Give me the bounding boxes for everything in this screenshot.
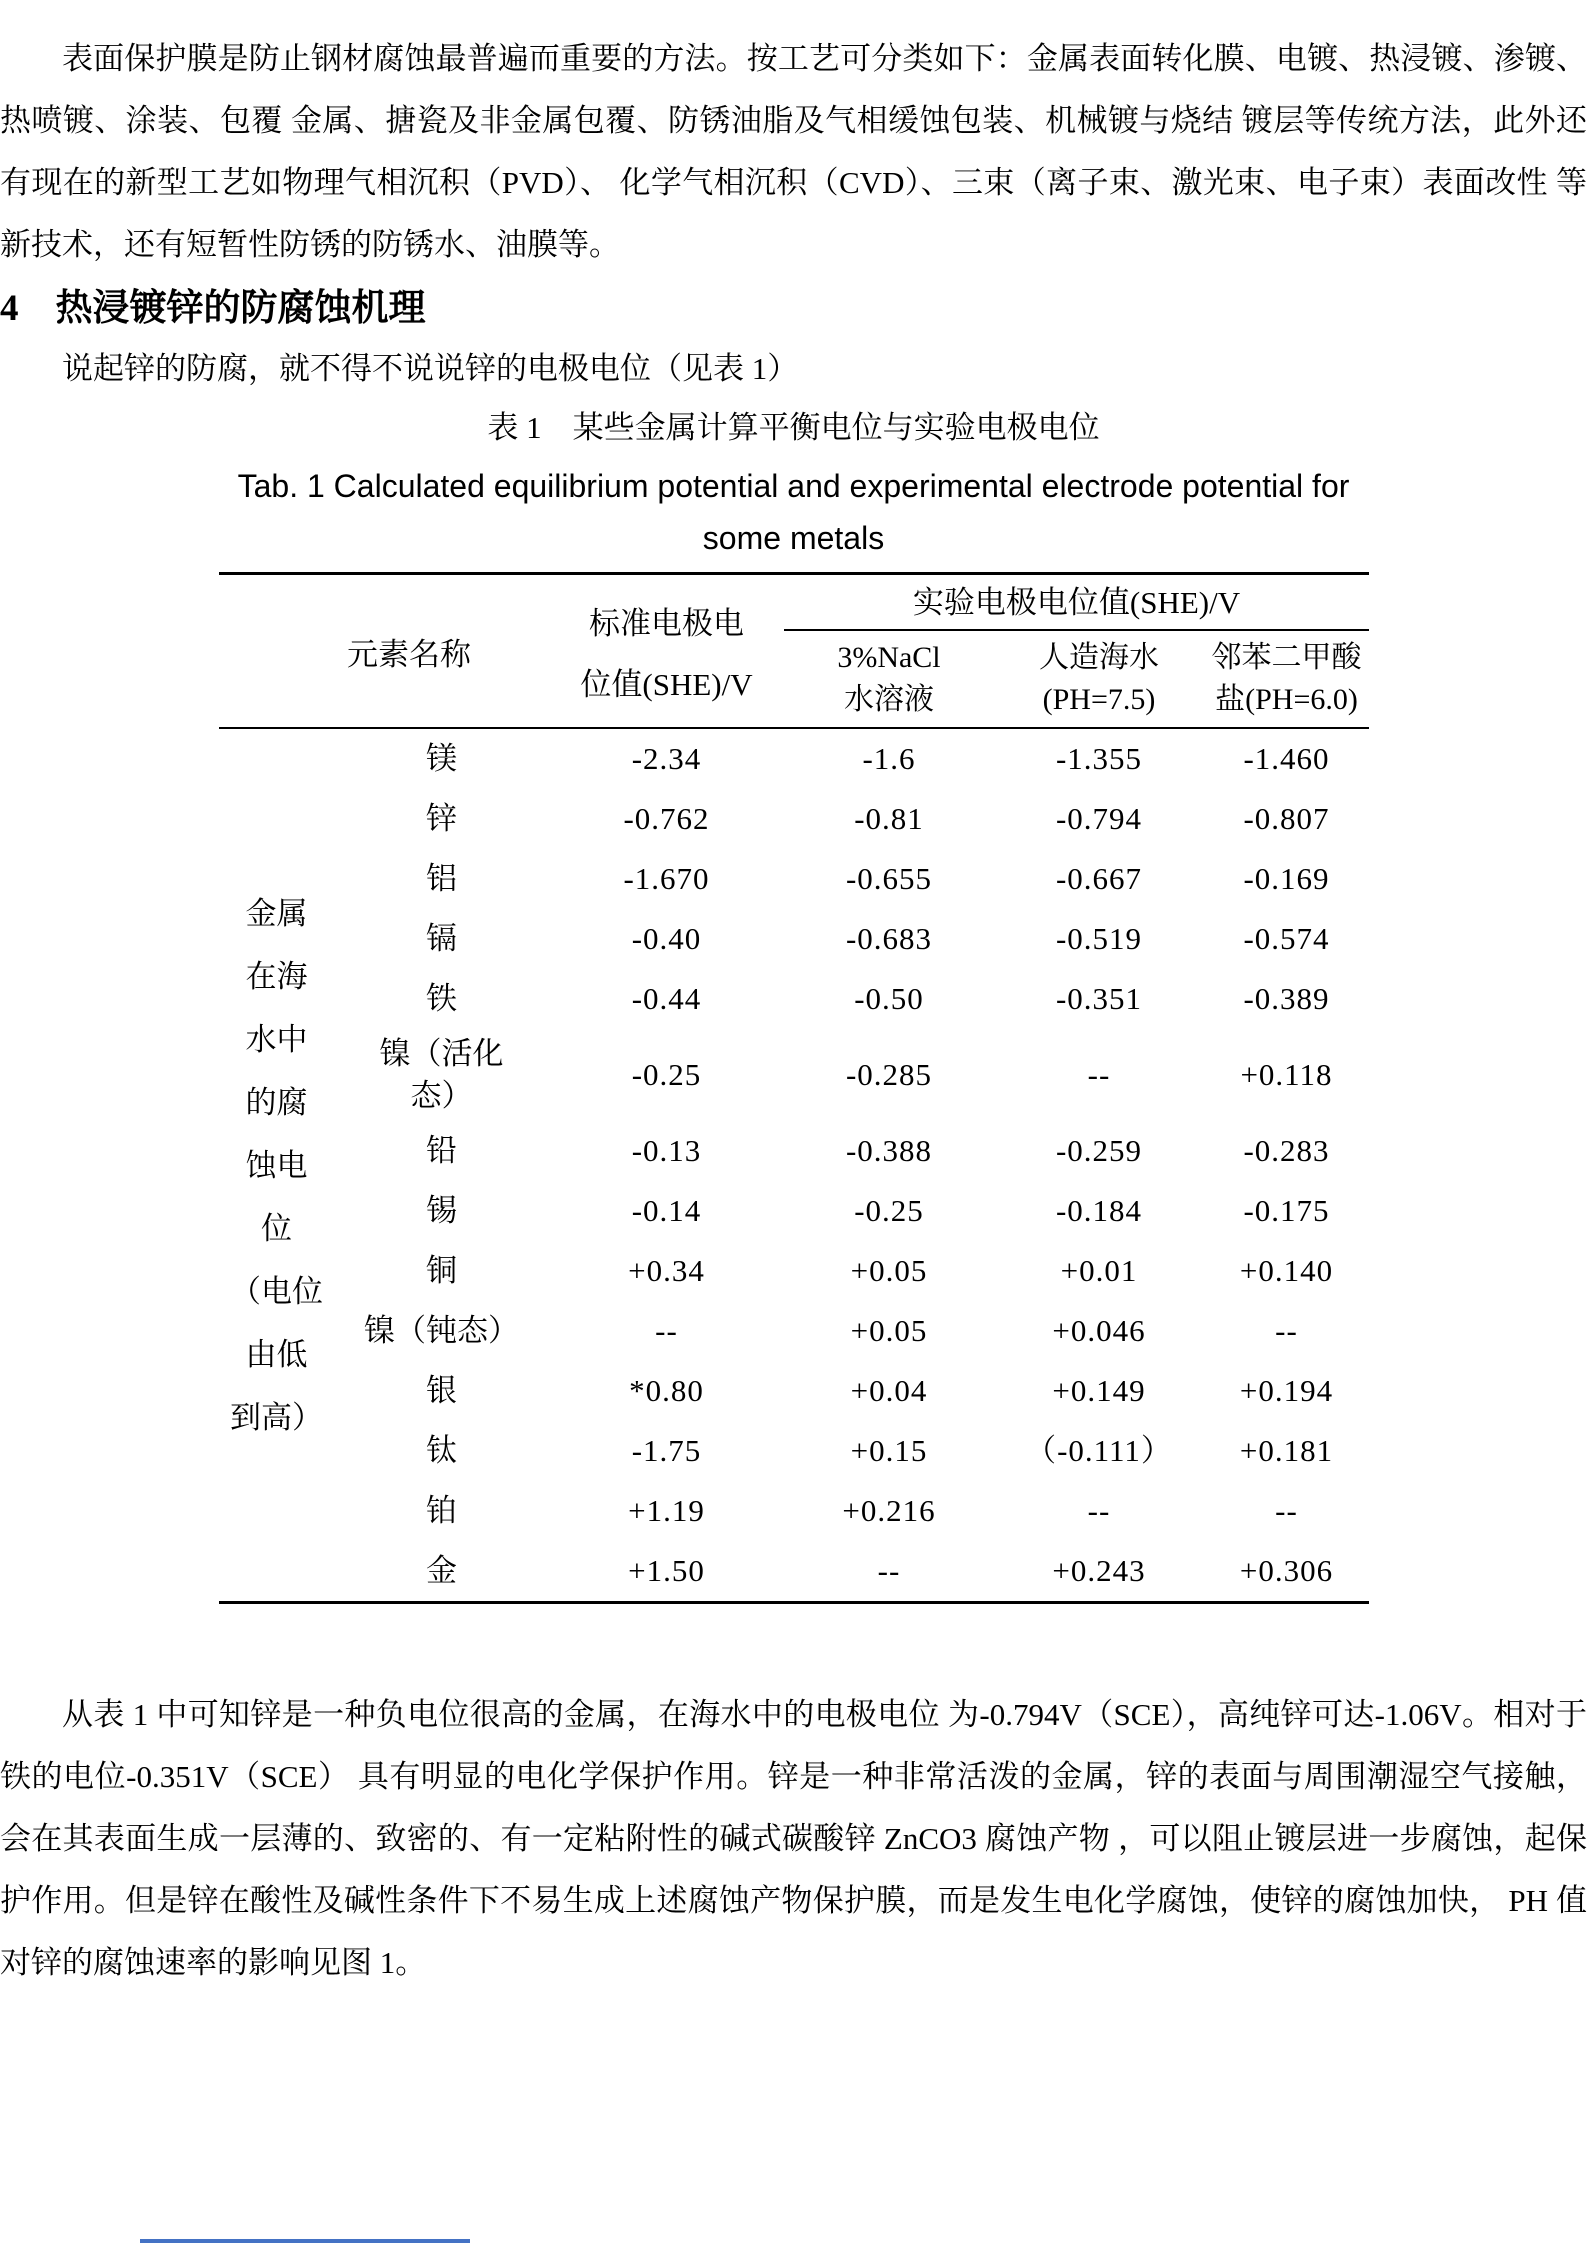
header-seawater-line2: (PH=7.5) xyxy=(1042,683,1156,716)
value-cell-standard: +1.19 xyxy=(628,1493,705,1528)
value-cell-phthalate: +0.118 xyxy=(1240,1057,1333,1092)
group-label-line: 水中 xyxy=(245,1021,308,1057)
value-cell-phthalate: -0.807 xyxy=(1243,801,1330,836)
metal-name-cell: 银 xyxy=(426,1373,457,1408)
value-cell-seawater: -- xyxy=(1087,1057,1111,1092)
table-row xyxy=(219,789,1369,849)
value-cell-standard: -0.40 xyxy=(631,921,702,956)
group-label-line: （电位 xyxy=(230,1273,323,1309)
table-row xyxy=(219,1421,1369,1481)
value-cell-seawater: +0.01 xyxy=(1060,1253,1138,1288)
header-element-name: 元素名称 xyxy=(347,636,471,672)
table-row xyxy=(219,1361,1369,1421)
table-1 xyxy=(219,572,1369,1604)
value-cell-nacl: -1.6 xyxy=(862,741,916,776)
value-cell-seawater: -1.355 xyxy=(1055,741,1143,776)
value-cell-phthalate: +0.181 xyxy=(1239,1433,1334,1468)
metal-name-cell: 铅 xyxy=(426,1133,457,1168)
table-row xyxy=(219,909,1369,969)
value-cell-nacl: -0.655 xyxy=(845,861,933,896)
value-cell-nacl: +0.04 xyxy=(850,1373,928,1408)
table-row xyxy=(219,849,1369,909)
value-cell-nacl: -0.81 xyxy=(854,801,924,836)
value-cell-phthalate: -0.283 xyxy=(1243,1133,1330,1168)
value-cell-seawater: -0.667 xyxy=(1055,861,1143,896)
value-cell-standard: +1.50 xyxy=(628,1553,705,1588)
group-label-line: 在海 xyxy=(245,958,308,994)
table-row xyxy=(219,1029,1369,1121)
header-phthalate-line2: 盐(PH=6.0) xyxy=(1215,683,1358,716)
table-row xyxy=(219,1241,1369,1301)
metal-name-cell: 铁 xyxy=(426,981,457,1016)
value-cell-phthalate: -0.169 xyxy=(1243,861,1330,896)
value-cell-nacl: +0.15 xyxy=(850,1433,928,1468)
table-body-grid xyxy=(219,729,1369,1601)
metal-name-cell: 铂 xyxy=(426,1493,457,1528)
value-cell-nacl: -0.285 xyxy=(845,1057,933,1092)
table-header xyxy=(219,575,1369,729)
value-cell-seawater: -0.351 xyxy=(1055,981,1143,1016)
value-cell-nacl: -0.25 xyxy=(854,1193,924,1228)
metal-name-cell: 金 xyxy=(426,1553,457,1588)
value-cell-seawater: -0.259 xyxy=(1055,1133,1143,1168)
header-subcolumn-phthalate xyxy=(1204,637,1369,721)
value-cell-standard: *0.80 xyxy=(629,1373,704,1408)
metal-name-cell: 锡 xyxy=(426,1193,457,1228)
header-subcolumn-nacl xyxy=(784,637,994,721)
value-cell-seawater: +0.243 xyxy=(1052,1553,1146,1588)
value-cell-phthalate: -- xyxy=(1275,1493,1298,1528)
table-row xyxy=(219,1541,1369,1601)
group-label-line: 由低 xyxy=(245,1336,308,1372)
table-caption-en: Tab. 1 Calculated equilibrium potential and experimental electrode potential for some metals xyxy=(237,468,1350,556)
paragraph-intro: 说起锌的防腐，就不得不说说锌的电极电位（见表 1） xyxy=(62,351,799,386)
group-label-line: 金属 xyxy=(245,895,308,931)
value-cell-seawater: -0.794 xyxy=(1055,801,1143,836)
group-label-line: 的腐 xyxy=(245,1084,308,1120)
header-experimental-subcolumns xyxy=(784,631,1369,727)
group-label-line: 位 xyxy=(261,1210,292,1246)
table-caption-cn: 表 1 某些金属计算平衡电位与实验电极电位 xyxy=(487,410,1100,445)
header-experimental-title: 实验电极电位值(SHE)/V xyxy=(912,585,1241,620)
value-cell-standard: +0.34 xyxy=(628,1253,705,1288)
table-row xyxy=(219,1301,1369,1361)
value-cell-standard: -- xyxy=(655,1313,678,1348)
metal-name-cell: 铜 xyxy=(426,1253,457,1288)
value-cell-standard: -0.44 xyxy=(631,981,702,1016)
value-cell-seawater: （-0.111） xyxy=(1025,1433,1173,1468)
value-cell-nacl: -0.50 xyxy=(854,981,924,1016)
table-row xyxy=(219,729,1369,789)
paragraph-discussion: 从表 1 中可知锌是一种负电位很高的金属，在海水中的电极电位 为-0.794V（SCE），高纯锌可达-1.06V。相对于铁的电位-0.351V（SCE） 具有明显的电化学保护作用。锌是一种非常活泼的金属，锌的表面与周围潮湿空气接触，会在其表面生成一层薄的、致密的、有一定粘附性的碱式碳酸锌 ZnCO3 腐蚀产物 ，可以阻止镀层进一步腐蚀，起保护作用。但是锌在酸性及碱性条件下不易生成上述腐蚀产物保护膜，而是发生电化学腐蚀，使锌的腐蚀加快， PH 值对锌的腐蚀速率的影响见图 1。 xyxy=(0,1697,1587,1980)
value-cell-seawater: +0.046 xyxy=(1052,1313,1146,1348)
value-cell-seawater: -0.184 xyxy=(1055,1193,1143,1228)
table-row xyxy=(219,1181,1369,1241)
metal-name-cell: 镁 xyxy=(426,741,457,776)
value-cell-standard: -0.13 xyxy=(631,1133,702,1168)
header-seawater-line1: 人造海水 xyxy=(1039,641,1159,674)
value-cell-phthalate: -1.460 xyxy=(1243,741,1330,776)
value-cell-standard: -1.75 xyxy=(631,1433,702,1468)
header-experimental-group xyxy=(784,575,1369,727)
section-heading: 4 热浸镀锌的防腐蚀机理 xyxy=(0,288,426,329)
bottom-blue-line xyxy=(140,2239,470,2243)
header-subcolumn-seawater xyxy=(994,637,1204,721)
value-cell-standard: -0.14 xyxy=(631,1193,702,1228)
metal-name-cell: 镍（活化态） xyxy=(379,1036,504,1113)
table-row xyxy=(219,1481,1369,1541)
metal-name-cell: 镍（钝态） xyxy=(364,1313,519,1348)
header-standard-potential xyxy=(549,575,784,727)
table-row xyxy=(219,1121,1369,1181)
value-cell-phthalate: -0.389 xyxy=(1243,981,1330,1016)
value-cell-nacl: +0.05 xyxy=(850,1313,928,1348)
table-body xyxy=(219,729,1369,1601)
row-group-label xyxy=(219,729,334,1601)
header-standard-line2: 位值(SHE)/V xyxy=(580,667,753,702)
value-cell-standard: -1.670 xyxy=(623,861,710,896)
value-cell-nacl: -- xyxy=(877,1553,901,1588)
group-label-line: 蚀电 xyxy=(245,1147,308,1183)
value-cell-phthalate: -0.574 xyxy=(1243,921,1330,956)
value-cell-seawater: -0.519 xyxy=(1055,921,1143,956)
value-cell-phthalate: -- xyxy=(1275,1313,1298,1348)
value-cell-nacl: +0.05 xyxy=(850,1253,928,1288)
table-row xyxy=(219,969,1369,1029)
value-cell-phthalate: +0.306 xyxy=(1239,1553,1334,1588)
value-cell-seawater: -- xyxy=(1087,1493,1111,1528)
value-cell-phthalate: -0.175 xyxy=(1243,1193,1330,1228)
header-nacl-line1: 3%NaCl xyxy=(837,641,941,674)
value-cell-nacl: -0.683 xyxy=(845,921,933,956)
value-cell-phthalate: +0.140 xyxy=(1239,1253,1334,1288)
metal-name-cell: 镉 xyxy=(426,921,457,956)
group-label-line: 到高） xyxy=(230,1399,323,1435)
metal-name-cell: 锌 xyxy=(426,801,457,836)
value-cell-nacl: +0.216 xyxy=(842,1493,936,1528)
value-cell-standard: -2.34 xyxy=(631,741,702,776)
header-standard-line1: 标准电极电 xyxy=(589,606,744,641)
header-nacl-line2: 水溶液 xyxy=(844,683,934,716)
value-cell-standard: -0.762 xyxy=(623,801,710,836)
value-cell-phthalate: +0.194 xyxy=(1239,1373,1334,1408)
value-cell-seawater: +0.149 xyxy=(1052,1373,1146,1408)
metal-name-cell: 铝 xyxy=(426,861,457,896)
metal-name-cell: 钛 xyxy=(426,1433,457,1468)
value-cell-standard: -0.25 xyxy=(631,1057,702,1092)
value-cell-nacl: -0.388 xyxy=(845,1133,933,1168)
paragraph-surface-protection: 表面保护膜是防止钢材腐蚀最普遍而重要的方法。按工艺可分类如下：金属表面转化膜、电镀、热浸镀、渗镀、热喷镀、涂装、包覆 金属、搪瓷及非金属包覆、防锈油脂及气相缓蚀包装、机械镀与烧结 镀层等传统方法，此外还有现在的新型工艺如物理气相沉积（PVD）、 化学气相沉积（CVD）、三束（离子束、激光束、电子束）表面改性 等新技术，还有短暂性防锈的防锈水、油膜等。 xyxy=(0,41,1587,262)
header-phthalate-line1: 邻苯二甲酸 xyxy=(1211,641,1362,674)
